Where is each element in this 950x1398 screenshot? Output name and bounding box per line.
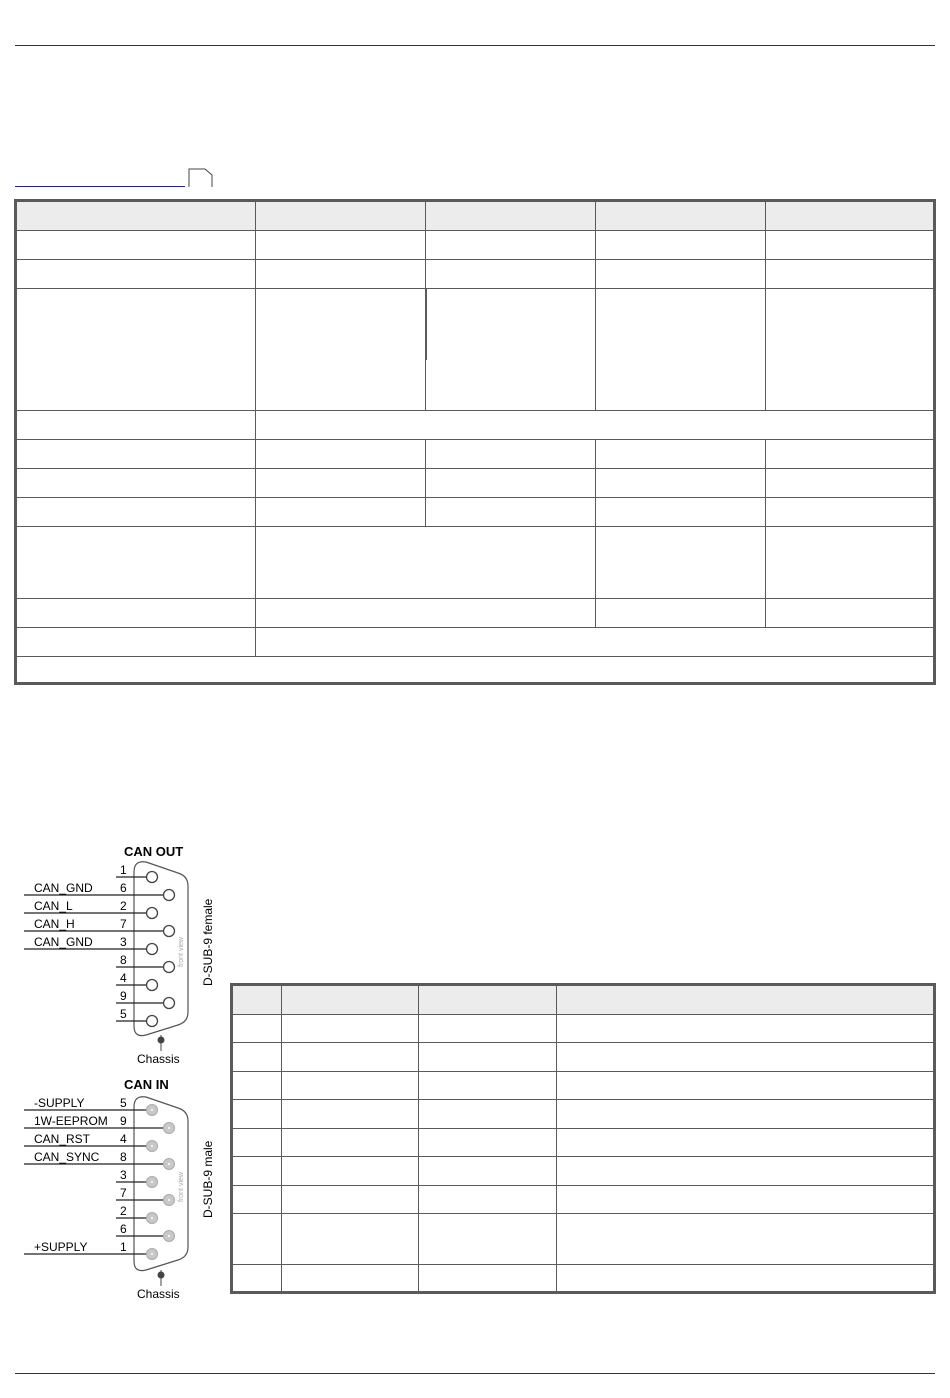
can-in-pin-number: 7: [120, 1186, 127, 1200]
can-in-signal-label: CAN_SYNC: [34, 1150, 100, 1164]
can-out-socket-contact: [147, 872, 158, 883]
can-in-pin-contact-center: [151, 1217, 153, 1219]
table-row: [232, 1186, 936, 1214]
table-row: [16, 289, 936, 411]
table-header-cell: [16, 201, 256, 231]
partial-divider: [426, 288, 427, 360]
can-in-pin-contact-center: [151, 1145, 153, 1147]
can-in-chassis-label: Chassis: [137, 1287, 180, 1301]
can-in-pin-number: 5: [120, 1096, 127, 1110]
can-in-pin-contact-center: [151, 1181, 153, 1183]
page-footer-rule: [15, 1373, 935, 1374]
can-out-socket-contact: [164, 890, 175, 901]
can-out-title: CAN OUT: [124, 844, 184, 859]
table-row: [232, 1265, 936, 1293]
table-row: [16, 628, 936, 657]
can-out-socket-contact: [147, 980, 158, 991]
connector-diagram: [0, 830, 240, 1310]
can-out-signal-label: CAN_GND: [34, 935, 93, 949]
table-row: [232, 1043, 936, 1072]
can-in-pin-number: 8: [120, 1150, 127, 1164]
can-out-pin-number: 9: [120, 989, 127, 1003]
table-header-cell: [596, 201, 766, 231]
table-row: [16, 498, 936, 527]
table-row: [232, 1015, 936, 1043]
table-row: [232, 1072, 936, 1100]
can-out-signal-label: CAN_H: [34, 917, 75, 931]
specification-table: [15, 200, 936, 657]
can-in-signal-label: +SUPPLY: [34, 1240, 88, 1254]
can-in-pin-number: 3: [120, 1168, 127, 1182]
table-row: [232, 1129, 936, 1157]
cross-reference-link[interactable]: [15, 186, 185, 187]
can-out-socket-contact: [164, 962, 175, 973]
can-in-pin-number: 4: [120, 1132, 127, 1146]
table-header-cell: [256, 201, 426, 231]
can-in-signal-label: CAN_RST: [34, 1132, 91, 1146]
table-header-row: [16, 201, 936, 231]
can-out-connector: [24, 844, 215, 1066]
table-header-cell: [766, 201, 936, 231]
can-out-connector-label: D-SUB-9 female: [201, 898, 215, 986]
can-in-signal-label: 1W-EEPROM: [34, 1114, 108, 1128]
can-in-pin-number: 2: [120, 1204, 127, 1218]
table-row: [16, 231, 936, 260]
can-in-title: CAN IN: [124, 1077, 169, 1092]
can-in-pin-number: 1: [120, 1240, 127, 1254]
can-in-signal-label: -SUPPLY: [34, 1096, 85, 1110]
can-out-front-view: front view: [178, 937, 185, 967]
table-row: [232, 1214, 936, 1265]
table-row: [232, 1157, 936, 1186]
table-row: [16, 527, 936, 599]
can-in-pin-contact-center: [151, 1253, 153, 1255]
can-in-pin-contact-center: [151, 1109, 153, 1111]
can-out-pin-number: 1: [120, 863, 127, 877]
can-out-signal-label: CAN_L: [34, 899, 73, 913]
can-in-pin-contact-center: [168, 1163, 170, 1165]
table-row: [16, 411, 936, 440]
can-in-pin-number: 9: [120, 1114, 127, 1128]
can-out-chassis-label: Chassis: [137, 1052, 180, 1066]
can-out-signal-label: CAN_GND: [34, 881, 93, 895]
can-in-front-view: front view: [178, 1172, 185, 1202]
can-out-pin-number: 5: [120, 1007, 127, 1021]
can-out-socket-contact: [147, 908, 158, 919]
can-out-pin-number: 4: [120, 971, 127, 985]
can-in-connector-label: D-SUB-9 male: [201, 1140, 215, 1218]
can-in-pin-contact-center: [168, 1127, 170, 1129]
can-in-connector: [24, 1077, 215, 1301]
can-out-pin-number: 7: [120, 917, 127, 931]
page-header-rule: [15, 45, 935, 46]
table-row: [16, 469, 936, 498]
table-row: [16, 440, 936, 469]
can-in-pin-contact-center: [168, 1235, 170, 1237]
page-reference-icon[interactable]: [188, 168, 214, 188]
can-out-pin-number: 2: [120, 899, 127, 913]
table-row: [16, 260, 936, 289]
can-out-pin-number: 3: [120, 935, 127, 949]
table-header-row: [232, 985, 936, 1015]
can-in-pin-contact-center: [168, 1199, 170, 1201]
pin-assignment-table: [231, 984, 936, 1293]
table-header-cell: [426, 201, 596, 231]
can-out-socket-contact: [164, 998, 175, 1009]
can-out-pin-number: 8: [120, 953, 127, 967]
can-out-socket-contact: [147, 944, 158, 955]
table-row: [232, 1100, 936, 1129]
can-out-socket-contact: [164, 926, 175, 937]
can-out-pin-number: 6: [120, 881, 127, 895]
table-row: [16, 599, 936, 628]
can-in-pin-number: 6: [120, 1222, 127, 1236]
can-out-socket-contact: [147, 1016, 158, 1027]
